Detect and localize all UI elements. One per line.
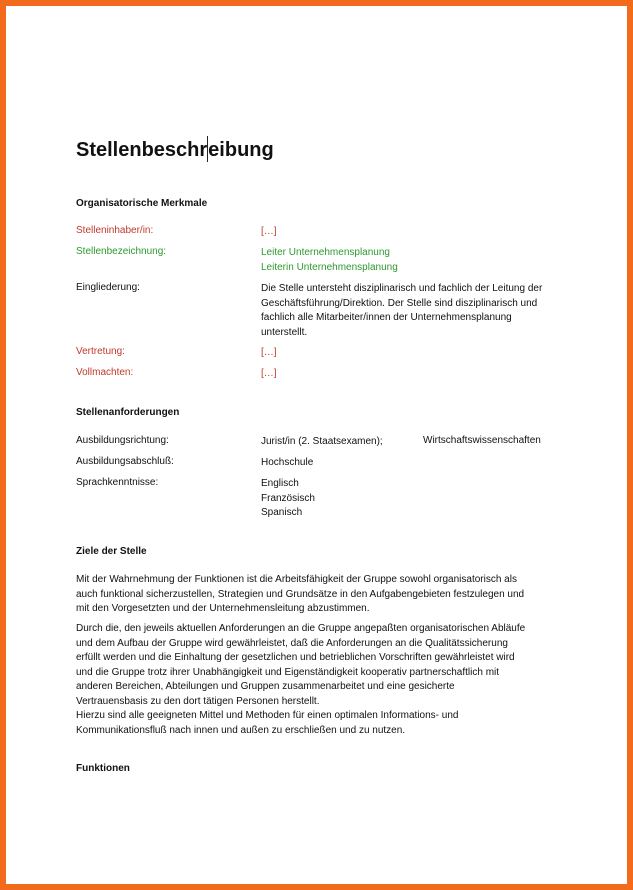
paragraph-line: auch funktional sicherzustellen, Strategien und Grundsätze in den Aufgabengebieten festzulegen und [76,588,525,600]
label-stelleninhaber: Stelleninhaber/in: [76,225,154,236]
value-line: Hochschule [261,457,314,468]
value-line: Englisch [261,478,299,489]
paragraph-line: anderen Bereichen, Abteilungen und Gruppen zusammenarbeitet und eine gesicherte [76,681,455,692]
paragraph-line: Hierzu sind alle geeigneten Mittel und Methoden für einen optimalen Informations- und [76,710,459,721]
value-line: unterstellt. [261,326,308,338]
title-part-2: eibung [208,139,274,161]
goals-heading: Ziele der Stelle [76,546,147,557]
paragraph-line: Mit der Wahrnehmung der Funktionen ist die Arbeitsfähigkeit der Gruppe sowohl organisatorisch als [76,574,517,585]
value-vollmachten [261,367,277,382]
label-eingliederung: Eingliederung: [76,282,140,293]
goals-paragraph-1 [76,573,576,617]
label-ausbildungsrichtung: Ausbildungsrichtung: [76,435,169,446]
value-line: Französisch [261,492,315,504]
value-line: Leiter Unternehmensplanung [261,247,390,258]
value-line: Spanisch [261,507,303,518]
value-eingliederung [261,282,542,340]
document-title [76,136,274,162]
value-sprachkenntnisse [261,477,315,521]
paragraph-line: Durch die, den jeweils aktuellen Anforderungen an die Gruppe angepaßten organisatorischen Abläufe [76,623,526,634]
value-line: […] [261,347,277,358]
value-vertretung [261,346,277,361]
value-line: […] [261,368,277,379]
value-stellenbezeichnung [261,246,398,275]
label-sprachkenntnisse: Sprachkenntnisse: [76,477,159,488]
paragraph-line: mit den Vorgesetzten und der Unternehmensleitung abzustimmen. [76,603,370,614]
paragraph-line: und dem Aufbau der Gruppe wird gewährleistet, daß die Anforderungen an die Qualitätssicherung [76,637,508,649]
label-vertretung: Vertretung: [76,346,125,357]
value-line: fachlich alle Mitarbeiter/innen der Unternehmensplanung [261,312,512,323]
paragraph-line: Kommunikationsfluß nach innen und außen zu erschließen und zu nutzen. [76,724,406,736]
paragraph-line: und die Gruppe trotz ihrer Unabhängigkeit und Eigenständigkeit kooperativ partnerschaftlich mit [76,666,500,678]
value-stelleninhaber [261,225,277,240]
value-line: Die Stelle untersteht disziplinarisch und fachlich der Leitung der [261,283,543,294]
document-page [6,6,627,884]
title-part-1: Stellenbeschr [76,139,208,161]
value-line: […] [261,226,277,237]
label-ausbildungsabschluss: Ausbildungsabschluß: [76,456,174,467]
value-ausbildungsrichtung-extra: Wirtschaftswissenschaften [423,435,541,446]
label-stellenbezeichnung: Stellenbezeichnung: [76,246,167,257]
paragraph-line: erfüllt werden und die Einhaltung der gesetzlichen und betrieblichen Vorschriften gewährleistet wird [76,652,515,663]
value-line: Geschäftsführung/Direktion. Der Stelle sind disziplinarisch und [261,297,538,309]
value-line: Leiterin Unternehmensplanung [261,261,398,273]
org-heading: Organisatorische Merkmale [76,198,208,209]
requirements-heading: Stellenanforderungen [76,407,180,418]
value-line: Jurist/in (2. Staatsexamen); [261,436,383,447]
label-vollmachten: Vollmachten: [76,367,134,378]
value-ausbildungsrichtung [261,435,383,450]
functions-heading: Funktionen [76,763,130,774]
paragraph-line: Vertrauensbasis zu den dort tätigen Personen herstellt. [76,695,320,707]
value-ausbildungsabschluss [261,456,313,471]
goals-paragraph-2 [76,622,576,738]
